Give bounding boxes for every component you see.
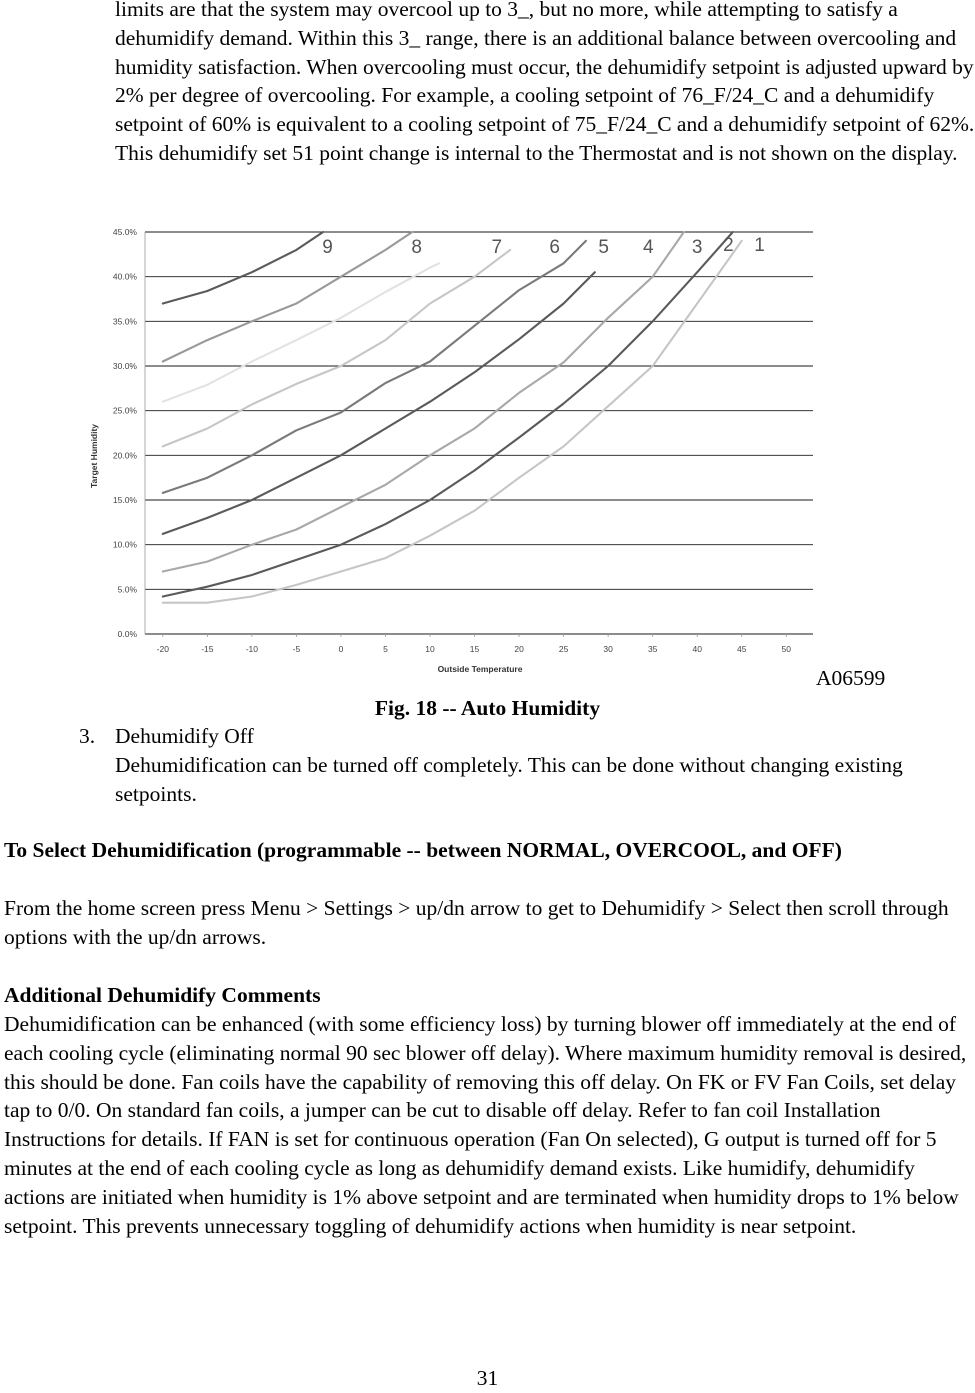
y-tick-label: 30.0% <box>112 361 137 371</box>
humidity-curve-7 <box>163 263 439 401</box>
x-tick-label: 15 <box>469 644 480 654</box>
curve-label-8: 8 <box>411 236 422 258</box>
y-tick-label: 15.0% <box>112 495 137 505</box>
x-tick-label: 10 <box>425 644 435 654</box>
chart-series <box>163 232 742 603</box>
x-tick-label: 20 <box>514 644 524 654</box>
chart-x-axis-label: Outside Temperature <box>437 664 523 674</box>
x-tick-label: 30 <box>603 644 613 654</box>
y-tick-label: 0.0% <box>117 629 137 639</box>
curve-label-2: 2 <box>723 235 734 257</box>
humidity-curve-9 <box>163 232 323 304</box>
additional-comments-body: Dehumidification can be enhanced (with some efficiency loss) by turning blower off immediately at the end of each cooling cycle (eliminating normal 90 sec blower off delay). Where maximum humidity removal is desired, this should be done. Fan coils have the capability of removing this off delay. On FK or FV Fan Coils, set delay tap to 0/0. On standard fan coils, a jumper can be cut to disable off delay. Refer to fan coil Installation Instructions for details. If FAN is set for continuous operation (Fan On selected), G output is turned off for 5 minutes at the end of each cooling cycle as long as dehumidify demand exists. Like humidify, dehumidify actions are initiated when humidity is 1% above setpoint and are terminated when humidity drops to 1% below setpoint. This prevents unnecessary toggling of dehumidify actions when humidity is near setpoint. <box>4 1012 967 1238</box>
list-item-title: Dehumidify Off <box>115 724 254 748</box>
y-tick-label: 45.0% <box>112 227 137 237</box>
list-item-body: Dehumidification can be turned off completely. This can be done without changing existing setpoints. <box>115 753 903 806</box>
y-tick-label: 25.0% <box>112 405 137 416</box>
y-tick-label: 40.0% <box>112 271 137 282</box>
y-tick-label: 10.0% <box>112 539 137 550</box>
humidity-curve-2 <box>163 232 733 597</box>
curve-label-6: 6 <box>549 236 560 258</box>
x-tick-label: -10 <box>245 644 259 654</box>
x-tick-label: 5 <box>383 644 388 654</box>
curve-label-4: 4 <box>642 236 654 258</box>
x-tick-label: 50 <box>781 644 792 654</box>
select-dehumidification-body: From the home screen press Menu > Settings > up/dn arrow to get to Dehumidify > Select then scroll through options with the up/dn arrows. <box>4 896 949 949</box>
intro-paragraph: limits are that the system may overcool up to 3_, but no more, while attempting to satisfy a dehumidify demand. Within this 3_ range, there is an additional balance between overcooling and humidity satisfaction. When overcooling must occur, the dehumidify setpoint is adjusted upward by 2% per degree of overcooling. For example, a cooling setpoint of 76_F/24_C and a dehumidify setpoint of 60% is equivalent to a cooling setpoint of 75_F/24_C and a dehumidify setpoint of 62%. This dehumidify set 51 point change is internal to the Thermostat and is not shown on the display. <box>115 0 975 165</box>
x-tick-label: -15 <box>201 644 214 654</box>
y-tick-label: 20.0% <box>112 450 137 461</box>
curve-label-7: 7 <box>491 236 503 258</box>
x-tick-label: 40 <box>692 644 702 654</box>
x-tick-label: -20 <box>156 644 169 654</box>
y-tick-label: 35.0% <box>112 316 137 327</box>
x-tick-label: 35 <box>647 644 658 654</box>
additional-comments-heading: Additional Dehumidify Comments <box>4 983 321 1007</box>
curve-label-9: 9 <box>322 236 333 258</box>
curve-label-5: 5 <box>598 236 609 258</box>
humidity-curve-4 <box>163 272 595 534</box>
humidity-curve-3 <box>163 232 684 572</box>
curve-label-3: 3 <box>691 236 703 258</box>
y-tick-label: 5.0% <box>117 584 137 595</box>
humidity-curve-1 <box>163 241 742 603</box>
x-tick-label: 25 <box>558 644 569 654</box>
page-number: 31 <box>476 1366 499 1390</box>
figure-caption: Fig. 18 -- Auto Humidity <box>374 696 601 720</box>
select-dehumidification-heading: To Select Dehumidification (programmable -- between NORMAL, OVERCOOL, and OFF) <box>4 838 842 862</box>
chart-grid <box>145 232 813 634</box>
figure-code: A06599 <box>816 666 886 690</box>
x-tick-label: 0 <box>338 644 344 654</box>
humidity-curve-8 <box>163 232 412 362</box>
auto-humidity-chart <box>85 222 825 677</box>
x-tick-label: -5 <box>292 644 301 654</box>
x-tick-label: 45 <box>737 644 747 654</box>
list-item-number: 3. <box>79 724 96 748</box>
chart-y-axis-label: Target Humidity <box>89 423 99 489</box>
curve-label-1: 1 <box>754 235 765 257</box>
